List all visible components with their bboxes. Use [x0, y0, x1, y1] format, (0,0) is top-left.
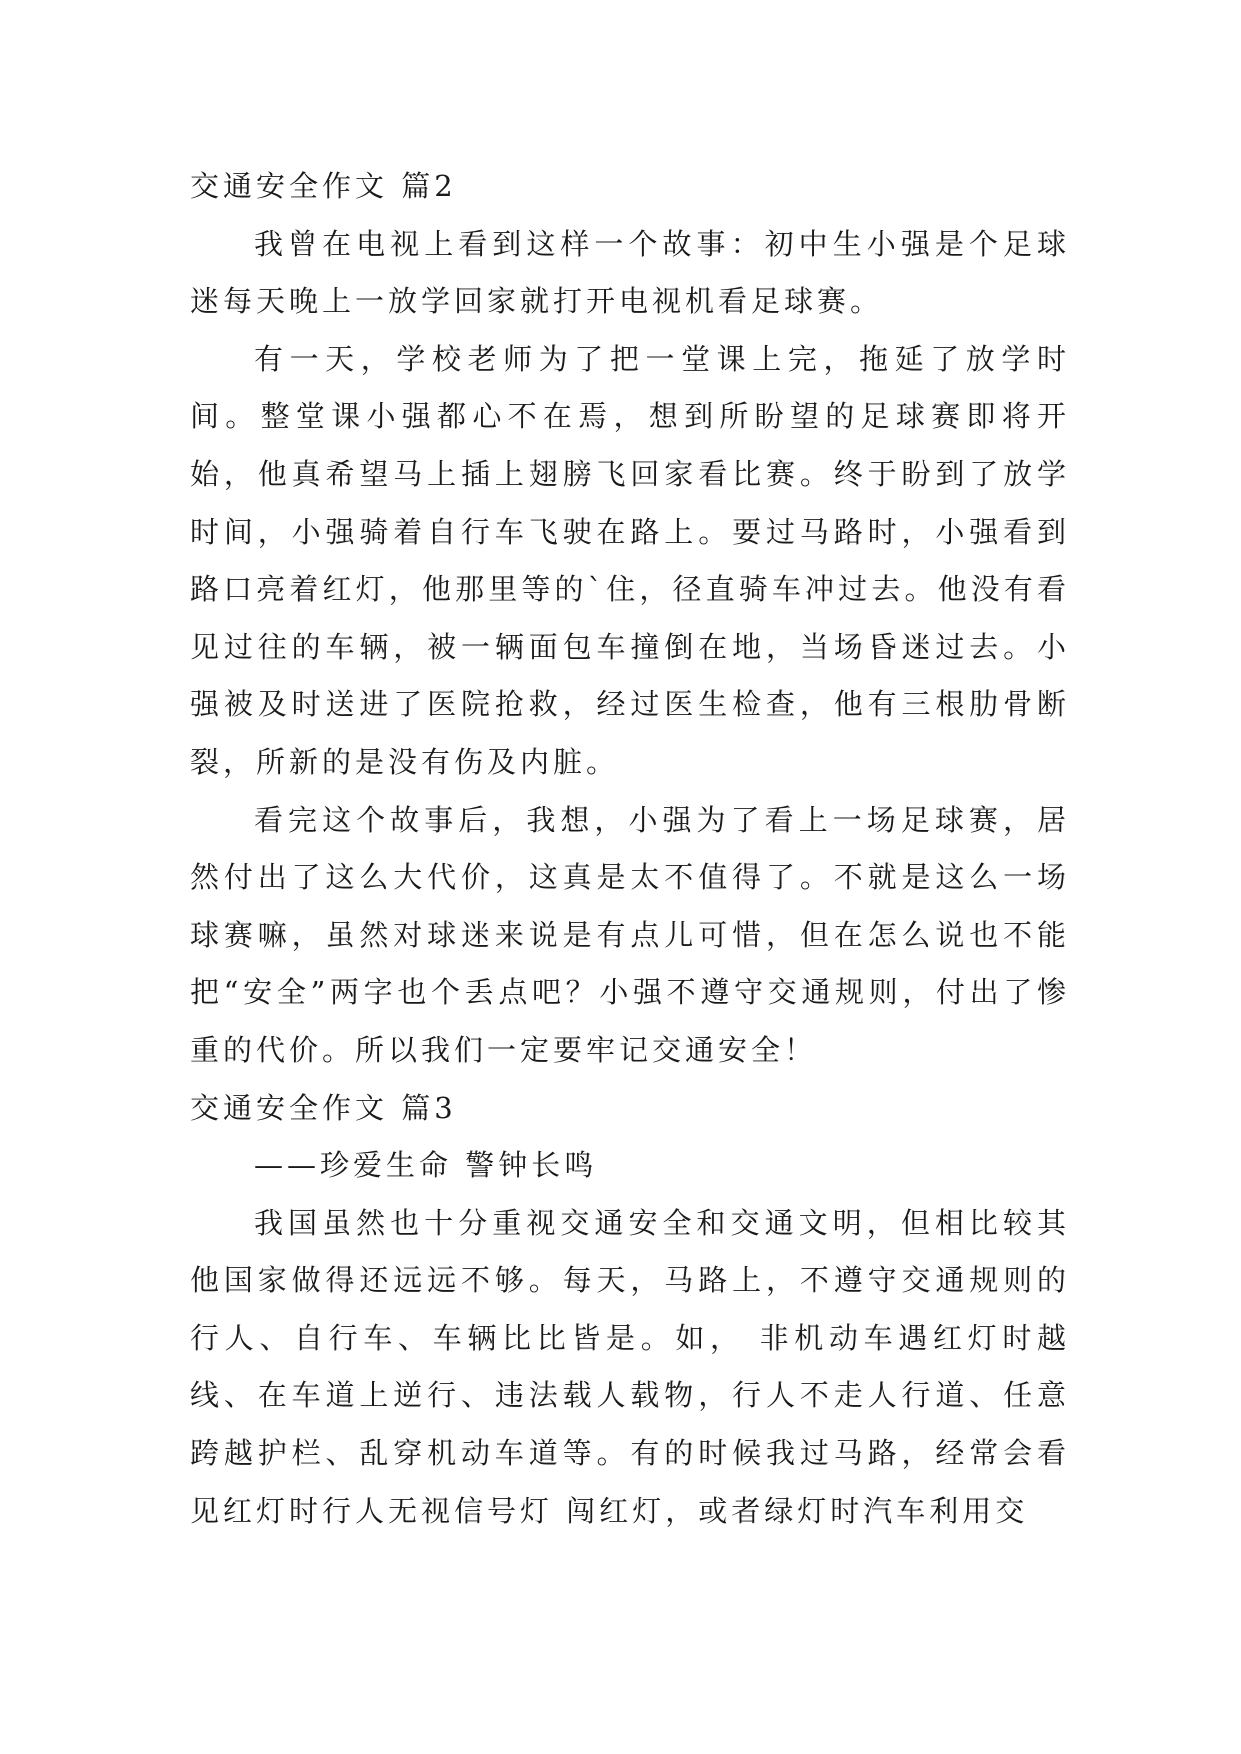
paragraph: 我曾在电视上看到这样一个故事：初中生小强是个足球迷每天晚上一放学回家就打开电视机看足球赛。 — [190, 226, 1070, 319]
section-heading-2: 交通安全作文 篇2 — [190, 169, 457, 203]
paragraph: 看完这个故事后，我想，小强为了看上一场足球赛，居然付出了这么大代价，这真是太不值得了。不就是这么一场球赛嘛，虽然对球迷来说是有点儿可惜，但在怎么说也不能把“安全”两字也个丢点吧？小强不遵守交通规则，付出了惨重的代价。所以我们一定要牢记交通安全！ — [190, 802, 1070, 1067]
section-subtitle: ——珍爱生命 警钟长鸣 — [254, 1148, 598, 1183]
paragraph: 有一天，学校老师为了把一堂课上完，拖延了放学时间。整堂课小强都心不在焉，想到所盼望的足球赛即将开始，他真希望马上插上翅膀飞回家看比赛。终于盼到了放学时间，小强骑着自行车飞驶在路上。要过马路时，小强看到路口亮着红灯，他那里等的`住，径直骑车冲过去。他没有看见过往的车辆，被一辆面包车撞倒在地，当场昏迷过去。小强被及时送进了医院抢救，经过医生检查，他有三根肋骨断裂，所新的是没有伤及内脏。 — [190, 341, 1070, 779]
document-page — [190, 158, 1070, 1540]
paragraph: 我国虽然也十分重视交通安全和交通文明，但相比较其他国家做得还远远不够。每天，马路上，不遵守交通规则的行人、自行车、车辆比比皆是。如， 非机动车遇红灯时越线、在车道上逆行、违法载人载物，行人不走人行道、任意跨越护栏、乱穿机动车道等。有的时候我过马路，经常会看见红灯时行人无视信号灯 闯红灯，或者绿灯时汽车利用交 — [190, 1205, 1070, 1528]
section-heading-3: 交通安全作文 篇3 — [190, 1090, 457, 1125]
